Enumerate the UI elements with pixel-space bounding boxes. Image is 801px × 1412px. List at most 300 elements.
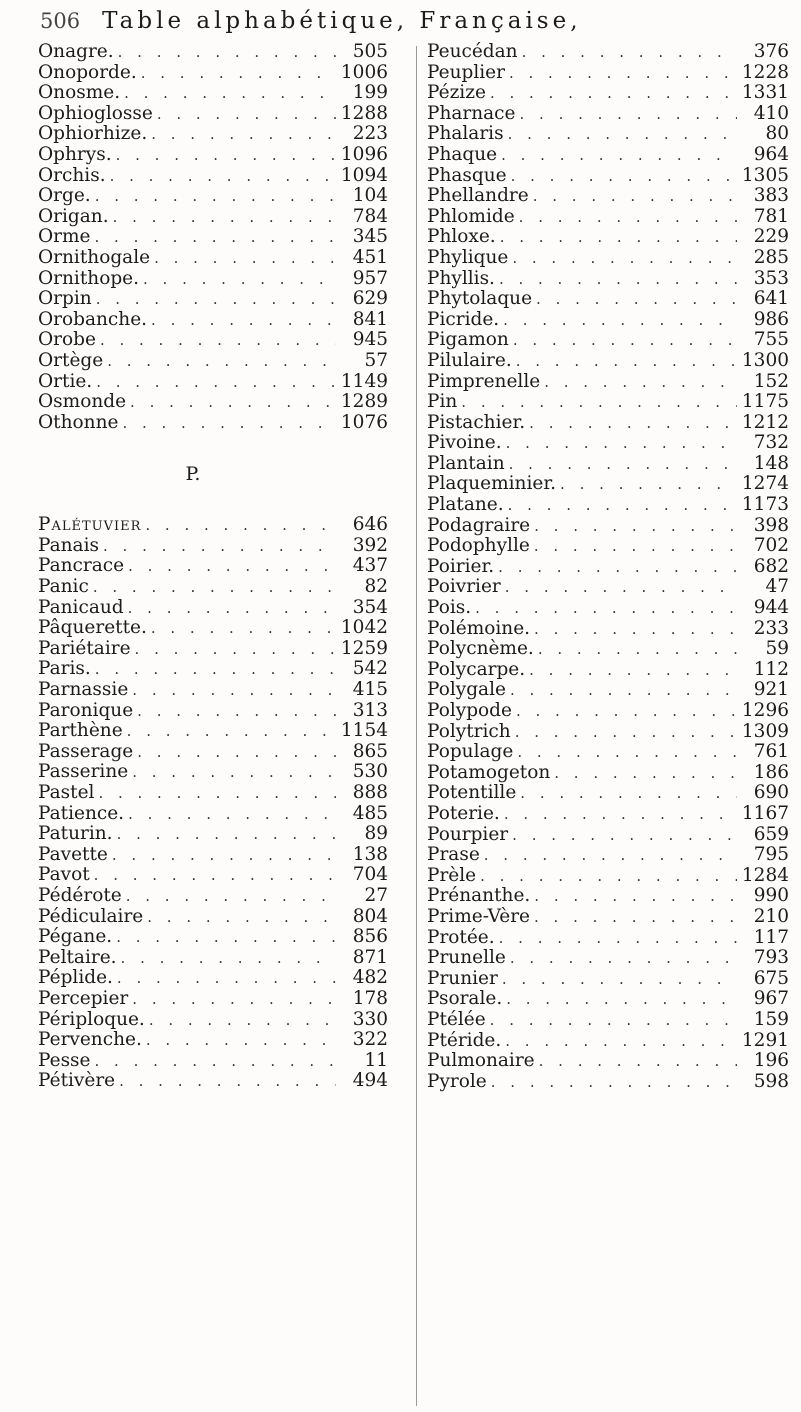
entry-term: Pyrole <box>427 1071 487 1092</box>
entry-term: Pédérote <box>38 885 122 906</box>
entry-term: Potamogeton <box>427 762 551 783</box>
leader-dots <box>544 372 737 393</box>
entry-page-number: 485 <box>352 803 388 824</box>
leader-dots <box>98 783 336 804</box>
leader-dots <box>520 783 737 804</box>
index-entry <box>427 845 789 866</box>
entry-term: Paronique <box>38 700 134 721</box>
entry-term: Panic <box>38 577 89 598</box>
index-entry <box>38 227 388 248</box>
entry-page-number: 11 <box>364 1050 388 1071</box>
entry-page-number: 1212 <box>741 412 789 433</box>
entry-page-number: 781 <box>753 206 789 227</box>
leader-dots <box>534 907 737 928</box>
leader-dots <box>127 721 336 742</box>
entry-term: Parnassie <box>38 680 129 701</box>
entry-page-number: 690 <box>753 783 789 804</box>
leader-dots <box>510 948 737 969</box>
entry-page-number: 1259 <box>340 638 388 659</box>
entry-page-number: 1228 <box>741 62 789 83</box>
entry-term: Passerage <box>38 741 134 762</box>
entry-page-number: 784 <box>352 206 388 227</box>
entry-page-number: 345 <box>352 227 388 248</box>
leader-dots <box>505 1031 737 1052</box>
index-entry <box>38 556 388 577</box>
entry-term: Péplide. <box>38 968 113 989</box>
entry-term: Pervenche. <box>38 1030 142 1051</box>
entry-term: Ornithogale <box>38 247 151 268</box>
leader-dots <box>128 556 336 577</box>
entry-page-number: 530 <box>352 762 388 783</box>
entry-term: Ophioglosse <box>38 103 153 124</box>
left-entries-p <box>38 515 388 1092</box>
entry-page-number: 47 <box>765 577 789 598</box>
entry-term: Ortège <box>38 350 104 371</box>
index-entry <box>38 166 388 187</box>
entry-term: Pigamon <box>427 330 509 351</box>
entry-term: Pharnace <box>427 103 516 124</box>
index-entry <box>427 639 789 660</box>
entry-page-number: 330 <box>352 1009 388 1030</box>
entry-page-number: 383 <box>753 186 789 207</box>
entry-page-number: 353 <box>753 268 789 289</box>
entry-page-number: 80 <box>765 124 789 145</box>
entry-term: Pin <box>427 392 458 413</box>
entry-term: Parthène <box>38 721 123 742</box>
leader-dots <box>130 392 336 413</box>
index-entry <box>427 1031 789 1052</box>
leader-dots <box>110 166 336 187</box>
index-entry <box>427 104 789 125</box>
entry-term: Patience. <box>38 803 125 824</box>
leader-dots <box>512 825 737 846</box>
entry-page-number: 1149 <box>340 371 388 392</box>
entry-page-number: 1288 <box>340 103 388 124</box>
leader-dots <box>529 413 737 434</box>
entry-page-number: 159 <box>753 1009 789 1030</box>
entry-page-number: 865 <box>352 741 388 762</box>
leader-dots <box>512 248 737 269</box>
entry-page-number: 964 <box>753 144 789 165</box>
index-entry <box>427 619 789 640</box>
left-entries-o <box>38 42 388 433</box>
leader-dots <box>522 42 737 63</box>
entry-term: Phaque <box>427 144 498 165</box>
entry-term: Polytrich <box>427 721 511 742</box>
leader-dots <box>96 372 336 393</box>
entry-page-number: 1305 <box>741 165 789 186</box>
entry-term: Orobe <box>38 330 96 351</box>
leader-dots <box>121 948 336 969</box>
index-entry <box>38 721 388 742</box>
page-number: 506 <box>40 9 81 33</box>
entry-page-number: 1284 <box>741 865 789 886</box>
entry-page-number: 117 <box>753 927 789 948</box>
entry-term: Pivoine. <box>427 433 502 454</box>
index-entry <box>38 948 388 969</box>
entry-page-number: 482 <box>352 968 388 989</box>
entry-page-number: 112 <box>753 659 789 680</box>
leader-dots <box>117 824 336 845</box>
leader-dots <box>461 392 737 413</box>
index-entry <box>38 330 388 351</box>
entry-term: Phlomide <box>427 206 515 227</box>
index-entry <box>427 433 789 454</box>
entry-page-number: 1094 <box>340 165 388 186</box>
entry-term: Pois. <box>427 598 472 619</box>
entry-page-number: 921 <box>753 680 789 701</box>
entry-term: Phloxe. <box>427 227 496 248</box>
entry-page-number: 1274 <box>741 474 789 495</box>
entry-page-number: 1175 <box>741 392 789 413</box>
entry-term: Polygale <box>427 680 506 701</box>
running-title: Table alphabétique, Française, <box>102 8 582 34</box>
entry-page-number: 702 <box>753 536 789 557</box>
entry-page-number: 376 <box>753 42 789 62</box>
index-entry <box>427 680 789 701</box>
entry-term: Populage <box>427 742 514 763</box>
entry-term: Ophiorhize. <box>38 124 148 145</box>
entry-page-number: 990 <box>753 886 789 907</box>
leader-dots <box>154 248 336 269</box>
index-entry <box>38 907 388 928</box>
entry-term: Ptélée <box>427 1009 486 1030</box>
index-entry <box>427 866 789 887</box>
entry-page-number: 1096 <box>340 144 388 165</box>
index-entry <box>38 145 388 166</box>
leader-dots <box>501 145 737 166</box>
entry-term: Polémoine. <box>427 618 531 639</box>
index-entry <box>38 639 388 660</box>
entry-page-number: 354 <box>352 597 388 618</box>
entry-page-number: 210 <box>753 906 789 927</box>
index-entry <box>427 948 789 969</box>
leader-dots <box>113 207 336 228</box>
leader-dots <box>100 330 336 351</box>
index-entry <box>427 928 789 949</box>
entry-term: Prase <box>427 845 480 866</box>
index-entry <box>38 989 388 1010</box>
entry-page-number: 392 <box>352 535 388 556</box>
leader-dots <box>519 207 737 228</box>
index-entry <box>38 845 388 866</box>
entry-page-number: 59 <box>765 639 789 660</box>
entry-term: Orpin <box>38 289 92 310</box>
entry-page-number: 82 <box>364 577 388 598</box>
leader-dots <box>151 124 336 145</box>
entry-page-number: 505 <box>352 42 388 62</box>
index-entry <box>427 516 789 537</box>
leader-dots <box>510 680 737 701</box>
leader-dots <box>95 1051 336 1072</box>
leader-dots <box>508 495 737 516</box>
entry-page-number: 1289 <box>340 392 388 413</box>
leader-dots <box>147 907 336 928</box>
leader-dots <box>117 968 336 989</box>
index-entry <box>427 598 789 619</box>
entry-page-number: 1309 <box>741 721 789 742</box>
index-entry <box>38 680 388 701</box>
entry-term: Pourpier <box>427 824 509 845</box>
index-entry <box>38 865 388 886</box>
index-entry <box>427 763 789 784</box>
entry-term: Phytolaque <box>427 289 533 310</box>
entry-term: Percepier <box>38 988 129 1009</box>
index-entry <box>38 310 388 331</box>
leader-dots <box>503 310 737 331</box>
leader-dots <box>122 413 336 434</box>
leader-dots <box>112 845 336 866</box>
entry-term: Protée. <box>427 927 495 948</box>
leader-dots <box>151 618 336 639</box>
entry-page-number: 1296 <box>741 701 789 721</box>
section-letter-label: P. <box>185 463 201 486</box>
leader-dots <box>499 269 737 290</box>
entry-term: Osmonde <box>38 392 127 413</box>
index-entry <box>427 227 789 248</box>
entry-page-number: 841 <box>352 309 388 330</box>
index-entry <box>38 762 388 783</box>
right-entries-p <box>427 42 789 1092</box>
entry-term: Pistachier. <box>427 412 526 433</box>
entry-term: Pédiculaire <box>38 906 144 927</box>
index-entry <box>427 269 789 290</box>
entry-page-number: 138 <box>352 844 388 865</box>
entry-term: Pézize <box>427 83 486 104</box>
entry-term: Polycarpe. <box>427 659 526 680</box>
leader-dots <box>499 928 737 949</box>
entry-term: Poterie. <box>427 803 500 824</box>
index-entry <box>38 124 388 145</box>
entry-term: Podagraire <box>427 515 531 536</box>
right-column <box>427 42 789 1092</box>
entry-term: Prunier <box>427 968 498 989</box>
entry-page-number: 178 <box>352 988 388 1009</box>
section-letter-p <box>38 433 388 515</box>
entry-page-number: 793 <box>753 948 789 969</box>
entry-page-number: 1291 <box>741 1030 789 1051</box>
index-entry <box>38 804 388 825</box>
leader-dots <box>534 516 737 537</box>
index-entry <box>427 413 789 434</box>
leader-dots <box>475 598 737 619</box>
leader-dots <box>533 186 737 207</box>
entry-term: Pétivère <box>38 1071 116 1092</box>
index-entry <box>38 351 388 372</box>
index-entry <box>38 701 388 722</box>
index-entry <box>38 104 388 125</box>
entry-term: Phellandre <box>427 186 529 207</box>
index-entry <box>427 722 789 743</box>
leader-dots <box>506 989 737 1010</box>
leader-dots <box>103 536 336 557</box>
index-entry <box>427 660 789 681</box>
entry-term: Platane. <box>427 495 504 516</box>
leader-dots <box>513 330 737 351</box>
index-entry <box>427 248 789 269</box>
entry-page-number: 761 <box>753 742 789 763</box>
leader-dots <box>132 762 336 783</box>
entry-term: Prunelle <box>427 948 506 969</box>
index-entry <box>38 577 388 598</box>
entry-page-number: 682 <box>753 556 789 577</box>
leader-dots <box>560 474 737 495</box>
leader-dots <box>490 83 737 104</box>
leader-dots <box>94 865 336 886</box>
index-entry <box>38 1010 388 1031</box>
leader-dots <box>534 886 737 907</box>
entry-term: Othonne <box>38 412 119 433</box>
entry-term: Poivrier <box>427 577 501 598</box>
index-entry <box>427 145 789 166</box>
index-entry <box>427 907 789 928</box>
entry-page-number: 732 <box>753 433 789 454</box>
index-entry <box>38 207 388 228</box>
leader-dots <box>490 1010 737 1031</box>
entry-term: Pastel <box>38 783 95 803</box>
leader-dots <box>95 659 336 680</box>
index-entry <box>427 969 789 990</box>
index-entry <box>38 824 388 845</box>
index-entry <box>427 330 789 351</box>
entry-page-number: 233 <box>753 618 789 639</box>
index-entry <box>38 372 388 393</box>
index-entry <box>38 659 388 680</box>
entry-term: Potentille <box>427 783 517 804</box>
entry-term: Plantain <box>427 453 505 474</box>
leader-dots <box>146 1030 336 1051</box>
entry-term: Pancrace <box>38 556 125 577</box>
index-entry <box>427 577 789 598</box>
entry-page-number: 542 <box>352 659 388 680</box>
leader-dots <box>484 845 737 866</box>
entry-term: Onagre. <box>38 42 114 62</box>
index-entry <box>38 536 388 557</box>
entry-term: Pesse <box>38 1050 91 1071</box>
leader-dots <box>534 619 737 640</box>
entry-page-number: 494 <box>352 1071 388 1092</box>
running-head <box>40 8 780 34</box>
entry-page-number: 451 <box>352 247 388 268</box>
entry-term: Peltaire. <box>38 947 117 968</box>
index-entry <box>427 186 789 207</box>
index-entry <box>38 248 388 269</box>
index-entry <box>38 269 388 290</box>
entry-term: Onoporde. <box>38 62 137 83</box>
entry-term: Poirier. <box>427 556 495 577</box>
entry-page-number: 104 <box>352 186 388 207</box>
entry-page-number: 795 <box>753 845 789 866</box>
leader-dots <box>124 83 336 104</box>
entry-term: Plaqueminier. <box>427 474 557 495</box>
leader-dots <box>96 289 336 310</box>
entry-page-number: 1167 <box>741 803 789 824</box>
entry-page-number: 313 <box>352 700 388 721</box>
entry-page-number: 89 <box>364 824 388 845</box>
leader-dots <box>509 63 737 84</box>
index-entry <box>427 1051 789 1072</box>
index-entry <box>427 474 789 495</box>
entry-page-number: 1006 <box>340 62 388 83</box>
entry-term: Psorale. <box>427 989 503 1010</box>
index-entry <box>38 968 388 989</box>
index-entry <box>427 454 789 475</box>
entry-page-number: 888 <box>352 783 388 803</box>
entry-page-number: 322 <box>352 1030 388 1051</box>
entry-page-number: 57 <box>364 350 388 371</box>
entry-page-number: 1331 <box>741 83 789 104</box>
entry-page-number: 646 <box>352 515 388 536</box>
index-entry <box>427 886 789 907</box>
entry-page-number: 398 <box>753 515 789 536</box>
index-entry <box>427 372 789 393</box>
entry-page-number: 641 <box>753 289 789 310</box>
leader-dots <box>149 1010 336 1031</box>
index-entry <box>427 1072 789 1093</box>
entry-term: Prime-Vère <box>427 906 531 927</box>
index-entry <box>427 392 789 413</box>
entry-page-number: 437 <box>352 556 388 577</box>
entry-page-number: 1173 <box>741 495 789 516</box>
entry-page-number: 945 <box>352 330 388 351</box>
leader-dots <box>516 701 737 722</box>
leader-dots <box>141 63 336 84</box>
entry-term: Ornithope. <box>38 268 140 289</box>
leader-dots <box>515 722 737 743</box>
entry-page-number: 415 <box>352 680 388 701</box>
index-entry <box>427 989 789 1010</box>
entry-page-number: 148 <box>753 453 789 474</box>
entry-page-number: 27 <box>364 885 388 906</box>
entry-term: Pâquerette. <box>38 618 147 639</box>
left-column <box>38 42 388 1092</box>
leader-dots <box>126 886 336 907</box>
leader-dots <box>509 454 737 475</box>
entry-page-number: 704 <box>352 865 388 886</box>
index-entry <box>427 207 789 228</box>
entry-term: Phylique <box>427 247 509 268</box>
entry-term: Origan. <box>38 206 109 227</box>
index-entry <box>38 742 388 763</box>
entry-term: Pariétaire <box>38 638 131 659</box>
entry-term: Pavot <box>38 865 90 886</box>
entry-page-number: 755 <box>753 330 789 351</box>
entry-term: Ptéride. <box>427 1030 502 1051</box>
leader-dots <box>128 804 336 825</box>
index-entry <box>38 413 388 434</box>
index-entry <box>427 804 789 825</box>
entry-term: Phasque <box>427 165 507 186</box>
leader-dots <box>132 989 336 1010</box>
entry-page-number: 1042 <box>340 618 388 639</box>
leader-dots <box>511 166 737 187</box>
index-entry <box>427 825 789 846</box>
index-entry <box>38 289 388 310</box>
entry-term: Ortie. <box>38 371 93 392</box>
index-entry <box>427 1010 789 1031</box>
entry-page-number: 152 <box>753 371 789 392</box>
index-entry <box>427 63 789 84</box>
index-entry <box>38 1071 388 1092</box>
entry-page-number: 675 <box>753 968 789 989</box>
entry-page-number: 598 <box>753 1071 789 1092</box>
index-entry <box>427 42 789 63</box>
leader-dots <box>508 124 737 145</box>
leader-dots <box>145 515 336 536</box>
entry-page-number: 199 <box>352 83 388 104</box>
index-entry <box>427 536 789 557</box>
leader-dots <box>491 1072 737 1093</box>
